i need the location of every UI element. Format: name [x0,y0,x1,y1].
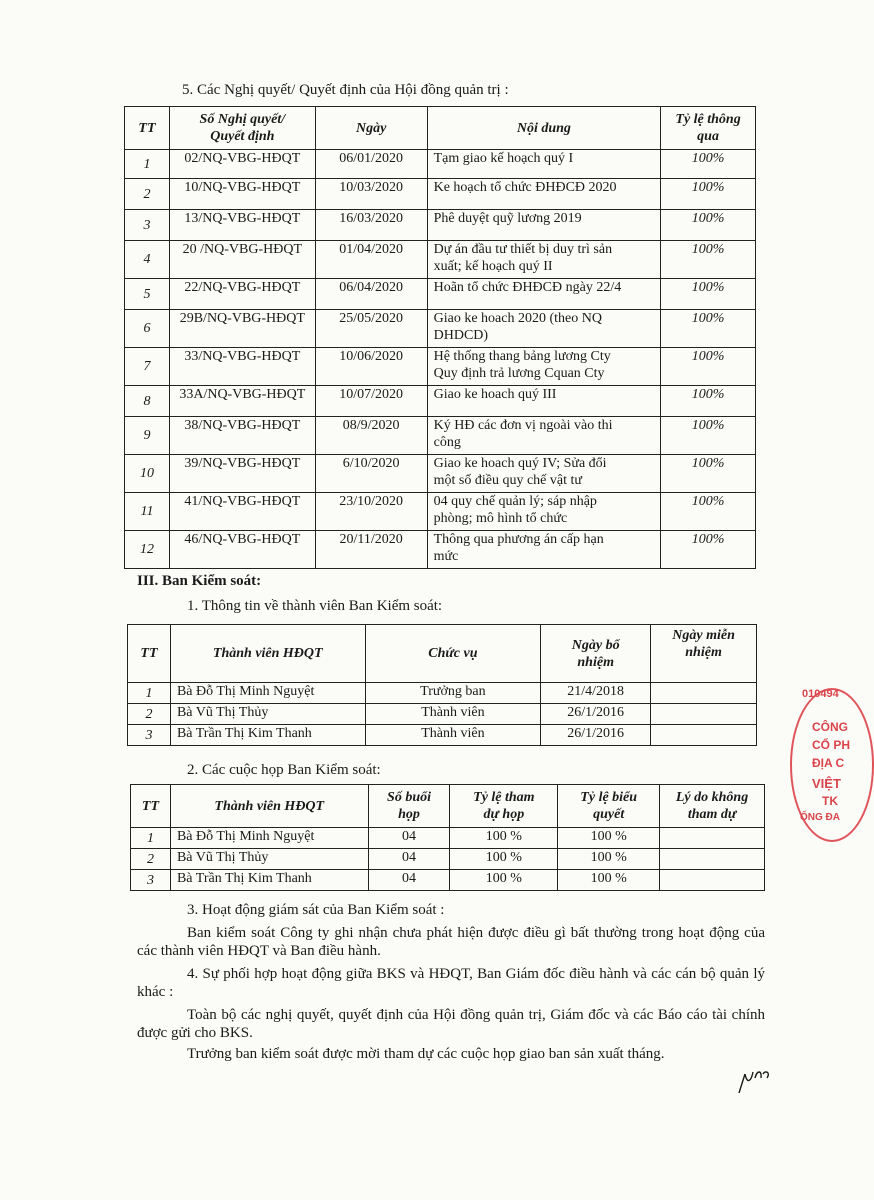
col-tt-header: TT [131,785,171,828]
table-row [125,417,756,455]
row-tt: 5 [125,279,170,310]
row-date: 20/11/2020 [315,531,427,569]
row-number: 22/NQ-VBG-HĐQT [169,279,315,310]
row-tt: 2 [131,849,171,870]
row-tt: 3 [125,210,170,241]
row-ratio: 100% [661,150,756,179]
row-dismissed [651,683,757,704]
col-voting-header: Tỷ lệ biểu quyết [558,785,660,828]
row-tt: 2 [128,704,171,725]
table-row [128,683,757,704]
stamp-text: CỔ PH [812,738,851,752]
col-number-header: Số Nghị quyết/ Quyết định [169,107,315,150]
row-tt: 4 [125,241,170,279]
row-number: 29B/NQ-VBG-HĐQT [169,310,315,348]
table-row [125,179,756,210]
row-content: Ke hoạch tổ chức ĐHĐCĐ 2020 [427,179,661,210]
row-ratio: 100% [661,310,756,348]
signature-mark [735,1060,775,1096]
col-tt-header: TT [128,625,171,683]
stamp-text: VIỆT [812,776,841,791]
meeting-invite-text: Trưởng ban kiểm soát được mời tham dự các cuộc họp giao ban sản xuất tháng. [187,1046,665,1062]
row-sessions: 04 [368,828,450,849]
row-ratio: 100% [661,279,756,310]
table-row [125,455,756,493]
row-tt: 7 [125,348,170,386]
col-attendance-header: Tỷ lệ tham dự họp [450,785,558,828]
row-sessions: 04 [368,849,450,870]
row-date: 23/10/2020 [315,493,427,531]
col-content-header: Nội dung [427,107,661,150]
row-number: 46/NQ-VBG-HĐQT [169,531,315,569]
table-row [128,725,757,746]
row-ratio: 100% [661,241,756,279]
table-row [125,210,756,241]
row-attendance: 100 % [450,828,558,849]
row-ratio: 100% [661,348,756,386]
row-ratio: 100% [661,417,756,455]
row-date: 06/01/2020 [315,150,427,179]
row-attendance: 100 % [450,849,558,870]
col-sessions-header: Số buổi họp [368,785,450,828]
row-ratio: 100% [661,455,756,493]
stamp-text: CÔNG [812,720,848,734]
col-tt-header: TT [125,107,170,150]
row-content: Phê duyệt quỹ lương 2019 [427,210,661,241]
col-ratio-header: Tỷ lệ thông qua [661,107,756,150]
col-dismissed-header: Ngày miễn nhiệm [651,625,757,683]
row-absence-reason [660,828,765,849]
table-row [125,531,756,569]
row-tt: 11 [125,493,170,531]
row-appointed: 26/1/2016 [541,725,651,746]
row-date: 06/04/2020 [315,279,427,310]
row-dismissed [651,704,757,725]
table-row [125,386,756,417]
row-number: 39/NQ-VBG-HĐQT [169,455,315,493]
row-attendance: 100 % [450,870,558,891]
row-tt: 8 [125,386,170,417]
section5-heading: 5. Các Nghị quyết/ Quyết định của Hội đồng quản trị : [182,82,509,98]
row-number: 02/NQ-VBG-HĐQT [169,150,315,179]
row-tt: 1 [125,150,170,179]
table-row [131,828,765,849]
row-member: Bà Vũ Thị Thủy [170,704,365,725]
table-header-row [131,785,765,828]
row-tt: 2 [125,179,170,210]
row-position: Thành viên [365,725,541,746]
row-appointed: 21/4/2018 [541,683,651,704]
supervision-heading: 3. Hoạt động giám sát của Ban Kiểm soát : [187,902,445,918]
row-content: Thông qua phương án cấp hạn mức [427,531,661,569]
row-position: Trưởng ban [365,683,541,704]
row-content: 04 quy chế quản lý; sáp nhập phòng; mô hình tổ chức [427,493,661,531]
row-content: Tạm giao kế hoạch quý I [427,150,661,179]
row-member: Bà Đỗ Thị Minh Nguyệt [170,683,365,704]
col-member-header: Thành viên HĐQT [170,785,368,828]
table-row [131,849,765,870]
row-tt: 10 [125,455,170,493]
stamp-text: ĐỊA C [812,756,845,770]
row-member: Bà Trần Thị Kim Thanh [170,870,368,891]
supervision-text: Ban kiểm soát Công ty ghi nhận chưa phát hiện được điều gì bất thường trong hoạt động của các thành viên HĐQT và Ban điều hành. [137,925,765,959]
stamp-text: TK [822,794,838,808]
row-content: Hoãn tổ chức ĐHĐCĐ ngày 22/4 [427,279,661,310]
col-member-header: Thành viên HĐQT [170,625,365,683]
row-dismissed [651,725,757,746]
row-content: Giao ke hoach 2020 (theo NQ DHDCD) [427,310,661,348]
row-date: 6/10/2020 [315,455,427,493]
table-row [128,704,757,725]
members-heading: 1. Thông tin về thành viên Ban Kiểm soát: [187,598,443,614]
stamp-text: ỐNG ĐA [800,812,840,823]
resolutions-table [124,106,756,569]
row-number: 13/NQ-VBG-HĐQT [169,210,315,241]
row-ratio: 100% [661,386,756,417]
row-date: 10/03/2020 [315,179,427,210]
supervisory-meetings-table [130,784,765,891]
row-ratio: 100% [661,493,756,531]
table-row [125,241,756,279]
table-row [131,870,765,891]
row-tt: 12 [125,531,170,569]
row-voting: 100 % [558,849,660,870]
row-date: 16/03/2020 [315,210,427,241]
col-appointed-header: Ngày bổ nhiệm [541,625,651,683]
row-content: Giao ke hoach quý III [427,386,661,417]
row-content: Dự án đầu tư thiết bị duy trì sản xuất; kế hoạch quý II [427,241,661,279]
row-appointed: 26/1/2016 [541,704,651,725]
table-row [125,348,756,386]
row-sessions: 04 [368,870,450,891]
table-header-row [128,625,757,683]
table-row [125,310,756,348]
row-ratio: 100% [661,210,756,241]
row-date: 10/07/2020 [315,386,427,417]
row-tt: 1 [128,683,171,704]
col-position-header: Chức vụ [365,625,541,683]
row-absence-reason [660,870,765,891]
row-content: Hệ thống thang bảng lương Cty Quy định trả lương Cquan Cty [427,348,661,386]
row-tt: 9 [125,417,170,455]
col-date-header: Ngày [315,107,427,150]
row-absence-reason [660,849,765,870]
row-content: Ký HĐ các đơn vị ngoài vào thi công [427,417,661,455]
col-absence-reason-header: Lý do không tham dự [660,785,765,828]
table-row [125,279,756,310]
meetings-heading: 2. Các cuộc họp Ban Kiểm soát: [187,762,381,778]
row-number: 33A/NQ-VBG-HĐQT [169,386,315,417]
section3-heading: III. Ban Kiểm soát: [137,573,262,589]
row-member: Bà Trần Thị Kim Thanh [170,725,365,746]
row-number: 38/NQ-VBG-HĐQT [169,417,315,455]
row-date: 25/05/2020 [315,310,427,348]
row-tt: 3 [131,870,171,891]
row-tt: 3 [128,725,171,746]
row-number: 41/NQ-VBG-HĐQT [169,493,315,531]
signature [735,1060,775,1101]
table-header-row [125,107,756,150]
row-voting: 100 % [558,828,660,849]
row-content: Giao ke hoach quý IV; Sửa đổi một số điều quy chế vật tư [427,455,661,493]
row-member: Bà Đỗ Thị Minh Nguyệt [170,828,368,849]
row-ratio: 100% [661,531,756,569]
row-number: 20 /NQ-VBG-HĐQT [169,241,315,279]
table-row [125,493,756,531]
company-stamp [790,688,874,842]
row-member: Bà Vũ Thị Thủy [170,849,368,870]
row-date: 08/9/2020 [315,417,427,455]
coordination-heading: 4. Sự phối hợp hoạt động giữa BKS và HĐQT, Ban Giám đốc điều hành và các cán bộ quản lý khác : [137,966,765,1000]
row-ratio: 100% [661,179,756,210]
row-date: 01/04/2020 [315,241,427,279]
coordination-text: Toàn bộ các nghị quyết, quyết định của Hội đồng quản trị, Giám đốc và các Báo cáo tài chính được gửi cho BKS. [137,1007,765,1041]
row-tt: 1 [131,828,171,849]
row-position: Thành viên [365,704,541,725]
row-tt: 6 [125,310,170,348]
row-date: 10/06/2020 [315,348,427,386]
row-voting: 100 % [558,870,660,891]
stamp-text: 010494 [802,688,839,700]
row-number: 10/NQ-VBG-HĐQT [169,179,315,210]
table-row [125,150,756,179]
supervisory-members-table [127,624,757,746]
row-number: 33/NQ-VBG-HĐQT [169,348,315,386]
